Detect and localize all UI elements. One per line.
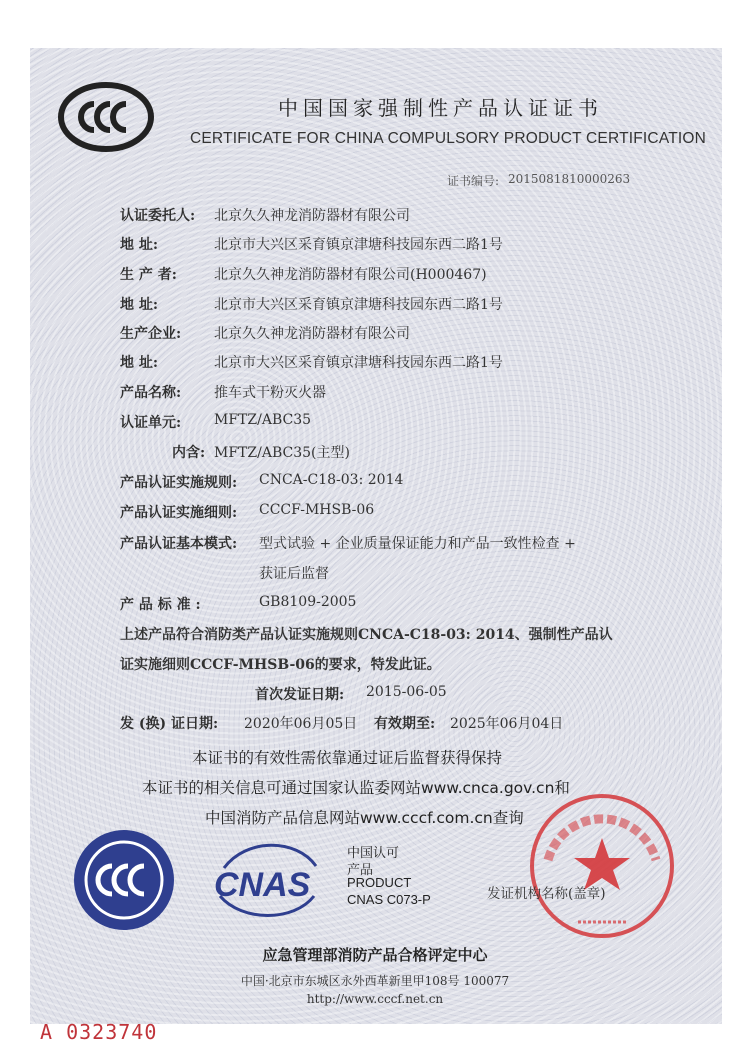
ccc-mark-icon [72,828,176,932]
footer-url: http://www.cccf.net.cn [306,992,444,1006]
note-line1: 本证书的有效性需依靠通过证后监督获得保持 [192,749,503,767]
serial-number: A 0323740 [40,1020,158,1044]
cnas-line2: 产品 [347,862,374,877]
detail-label: 产品认证实施细则: [120,505,238,521]
applicant-label: 认证委托人: [120,208,196,224]
statement-line1: 上述产品符合消防类产品认证实施规则CNCA-C18-03: 2014、强制性产品认 [120,627,613,643]
cnas-logo-text: CNAS [214,866,311,904]
manufacturer-address-value: 北京市大兴区采育镇京津塘科技园东西二路1号 [214,297,503,313]
factory-address-value: 北京市大兴区采育镇京津塘科技园东西二路1号 [214,355,503,371]
rule-value: CNCA-C18-03: 2014 [259,472,404,488]
issuing-organization: 应急管理部消防产品合格评定中心 [262,946,488,964]
ccc-logo-icon [58,82,154,152]
contains-value: MFTZ/ABC35(主型) [214,445,350,461]
cnas-line3: PRODUCT [347,875,412,890]
factory-address-label: 地 址: [120,355,159,371]
statement-line2: 证实施细则CCCF-MHSB-06的要求，特发此证。 [120,657,441,673]
cnas-line4: CNAS C073-P [347,892,431,907]
mode-label: 产品认证基本模式: [120,536,238,552]
first-issue-label: 首次发证日期: [255,687,345,703]
issuing-body-label: 发证机构名称(盖章) [487,886,606,902]
manufacturer-label: 生 产 者: [120,267,177,283]
first-issue-value: 2015-06-05 [366,684,447,700]
cnas-logo-icon [206,838,330,922]
applicant-address-label: 地 址: [120,237,159,253]
note-line3: 中国消防产品信息网站www.cccf.com.cn查询 [205,809,524,827]
standard-label: 产 品 标 准 : [120,597,201,613]
valid-until-value: 2025年06月04日 [450,716,564,732]
cert-number: 2015081810000263 [508,172,631,186]
factory-label: 生产企业: [120,326,182,342]
mode-value-line1: 型式试验 + 企业质量保证能力和产品一致性检查 + [259,536,576,552]
manufacturer-address-label: 地 址: [120,297,159,313]
title-cn: 中国国家强制性产品认证证书 [278,96,603,120]
issue-date-value: 2020年06月05日 [244,716,358,732]
applicant-address-value: 北京市大兴区采育镇京津塘科技园东西二路1号 [214,237,503,253]
factory-value: 北京久久神龙消防器材有限公司 [214,326,410,342]
product-value: 推车式干粉灭火器 [214,385,326,401]
product-label: 产品名称: [120,385,182,401]
issue-date-label: 发 (换) 证日期: [120,716,219,732]
cert-number-label: 证书编号: [447,174,500,188]
valid-until-label: 有效期至: [374,716,436,732]
note-line2: 本证书的相关信息可通过国家认监委网站www.cnca.gov.cn和 [142,779,570,797]
standard-value: GB8109-2005 [259,594,357,610]
mode-value-line2: 获证后监督 [259,566,329,582]
contains-label: 内含: [172,445,206,461]
footer-address: 中国·北京市东城区永外西革新里甲108号 100077 [240,974,510,988]
manufacturer-value: 北京久久神龙消防器材有限公司(H000467) [214,267,487,283]
unit-value: MFTZ/ABC35 [214,412,312,428]
detail-value: CCCF-MHSB-06 [259,502,375,518]
applicant-value: 北京久久神龙消防器材有限公司 [214,208,410,224]
unit-label: 认证单元: [120,415,182,431]
rule-label: 产品认证实施规则: [120,475,238,491]
title-en: CERTIFICATE FOR CHINA COMPULSORY PRODUCT CERTIFICATION [190,130,707,147]
cnas-line1: 中国认可 [347,845,400,860]
official-seal-icon [518,790,686,940]
